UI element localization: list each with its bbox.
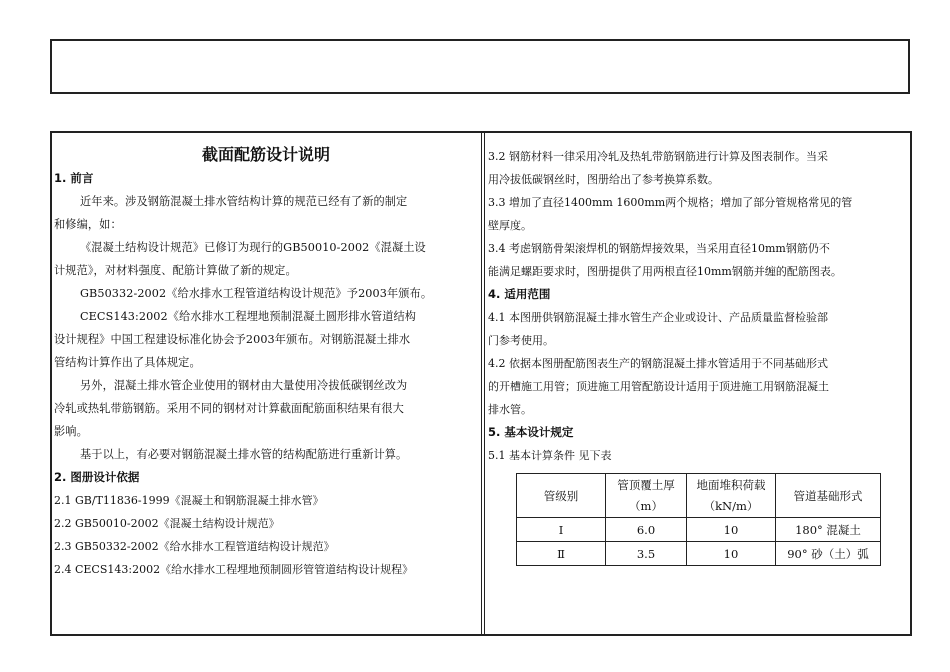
clause-line: 2.4 CECS143:2002《给水排水工程埋地预制圆形管管道结构设计规程》: [54, 563, 414, 576]
document-title: 截面配筋设计说明: [201, 145, 330, 164]
table-cell: 180° 混凝土: [776, 518, 881, 542]
column-divider: [481, 133, 485, 634]
paragraph-line: 管结构计算作出了具体规定。: [54, 356, 201, 369]
clause-line: 排水管。: [488, 403, 532, 416]
clause-line: 的开槽施工用管；顶进施工用管配筋设计适用于顶进施工用钢筋混凝土: [488, 380, 829, 393]
clause-line: 用冷拔低碳钢丝时，图册给出了参考换算系数。: [488, 173, 719, 186]
paragraph-line: CECS143:2002《给水排水工程埋地预制混凝土圆形排水管道结构: [80, 310, 417, 323]
section-heading: 5. 基本设计规定: [488, 425, 574, 439]
paragraph-line: 和修编，如：: [54, 218, 122, 231]
clause-line: 3.4 考虑钢筋骨架滚焊机的钢筋焊接效果，当采用直径10mm钢筋仍不: [488, 242, 830, 255]
paragraph-line: 影响。: [54, 425, 88, 438]
table-header-cell: （m）: [606, 496, 687, 518]
paragraph-line: 冷轧或热轧带筋钢筋。采用不同的钢材对计算截面配筋面积结果有很大: [54, 402, 404, 415]
table-header-cell: 管道基础形式: [776, 474, 881, 518]
paragraph-line: GB50332-2002《给水排水工程管道结构设计规范》予2003年颁布。: [80, 287, 433, 300]
paragraph-line: 设计规程》中国工程建设标准化协会予2003年颁布。对钢筋混凝土排水: [54, 333, 411, 346]
clause-line: 5.1 基本计算条件 见下表: [488, 449, 612, 462]
paragraph-line: 计规范》，对材料强度、配筋计算做了新的规定。: [54, 264, 297, 277]
clause-line: 3.3 增加了直径1400mm 1600mm两个规格；增加了部分管规格常见的管: [488, 196, 853, 209]
clause-line: 能满足螺距要求时，图册提供了用两根直径10mm钢筋并缠的配筋图表。: [488, 265, 842, 278]
clause-line: 门参考使用。: [488, 334, 554, 347]
table-cell: 90° 砂（土）弧: [776, 542, 881, 566]
table-header-row: [517, 474, 881, 496]
clause-line: 4.2 依据本图册配筋图表生产的钢筋混凝土排水管适用于不同基础形式: [488, 357, 828, 370]
clause-line: 3.2 钢筋材料一律采用冷轧及热轧带筋钢筋进行计算及图表制作。当采: [488, 150, 828, 163]
table-header-cell: （kN/m）: [687, 496, 776, 518]
clause-line: 2.1 GB/T11836-1999《混凝土和钢筋混凝土排水管》: [54, 494, 324, 507]
table-cell: 10: [687, 542, 776, 566]
table-row: [517, 542, 881, 566]
clause-line: 4.1 本图册供钢筋混凝土排水管生产企业或设计、产品质量监督检验部: [488, 311, 828, 324]
header-box: [50, 39, 910, 94]
paragraph-line: 另外，混凝土排水管企业使用的钢材由大量使用冷拔低碳钢丝改为: [80, 379, 408, 392]
table-header-cell: 地面堆积荷载: [687, 474, 776, 496]
left-column: [54, 133, 478, 634]
right-column: [488, 133, 908, 634]
clause-line: 2.3 GB50332-2002《给水排水工程管道结构设计规范》: [54, 540, 335, 553]
left-text-block: [54, 167, 478, 581]
clause-line: 壁厚度。: [488, 219, 532, 232]
section-heading: 2. 图册设计依据: [54, 470, 140, 484]
right-text-block: [488, 145, 908, 467]
table-row: [517, 518, 881, 542]
content-box: [50, 131, 912, 636]
table-cell: 3.5: [606, 542, 687, 566]
section-heading: 1. 前言: [54, 171, 94, 185]
table-cell: 10: [687, 518, 776, 542]
table-cell: Ⅰ: [517, 518, 606, 542]
section-heading: 4. 适用范围: [488, 287, 551, 301]
table-header-cell: 管级别: [517, 474, 606, 518]
table-cell: Ⅱ: [517, 542, 606, 566]
table-header-cell: 管顶覆土厚: [606, 474, 687, 496]
clause-line: 2.2 GB50010-2002《混凝土结构设计规范》: [54, 517, 280, 530]
paragraph-line: 基于以上，有必要对钢筋混凝土排水管的结构配筋进行重新计算。: [80, 448, 408, 461]
paragraph-line: 《混凝土结构设计规范》已修订为现行的GB50010-2002《混凝土设: [80, 241, 426, 254]
paragraph-line: 近年来。涉及钢筋混凝土排水管结构计算的规范已经有了新的制定: [80, 195, 408, 208]
table-cell: 6.0: [606, 518, 687, 542]
design-conditions-table: [516, 473, 881, 566]
